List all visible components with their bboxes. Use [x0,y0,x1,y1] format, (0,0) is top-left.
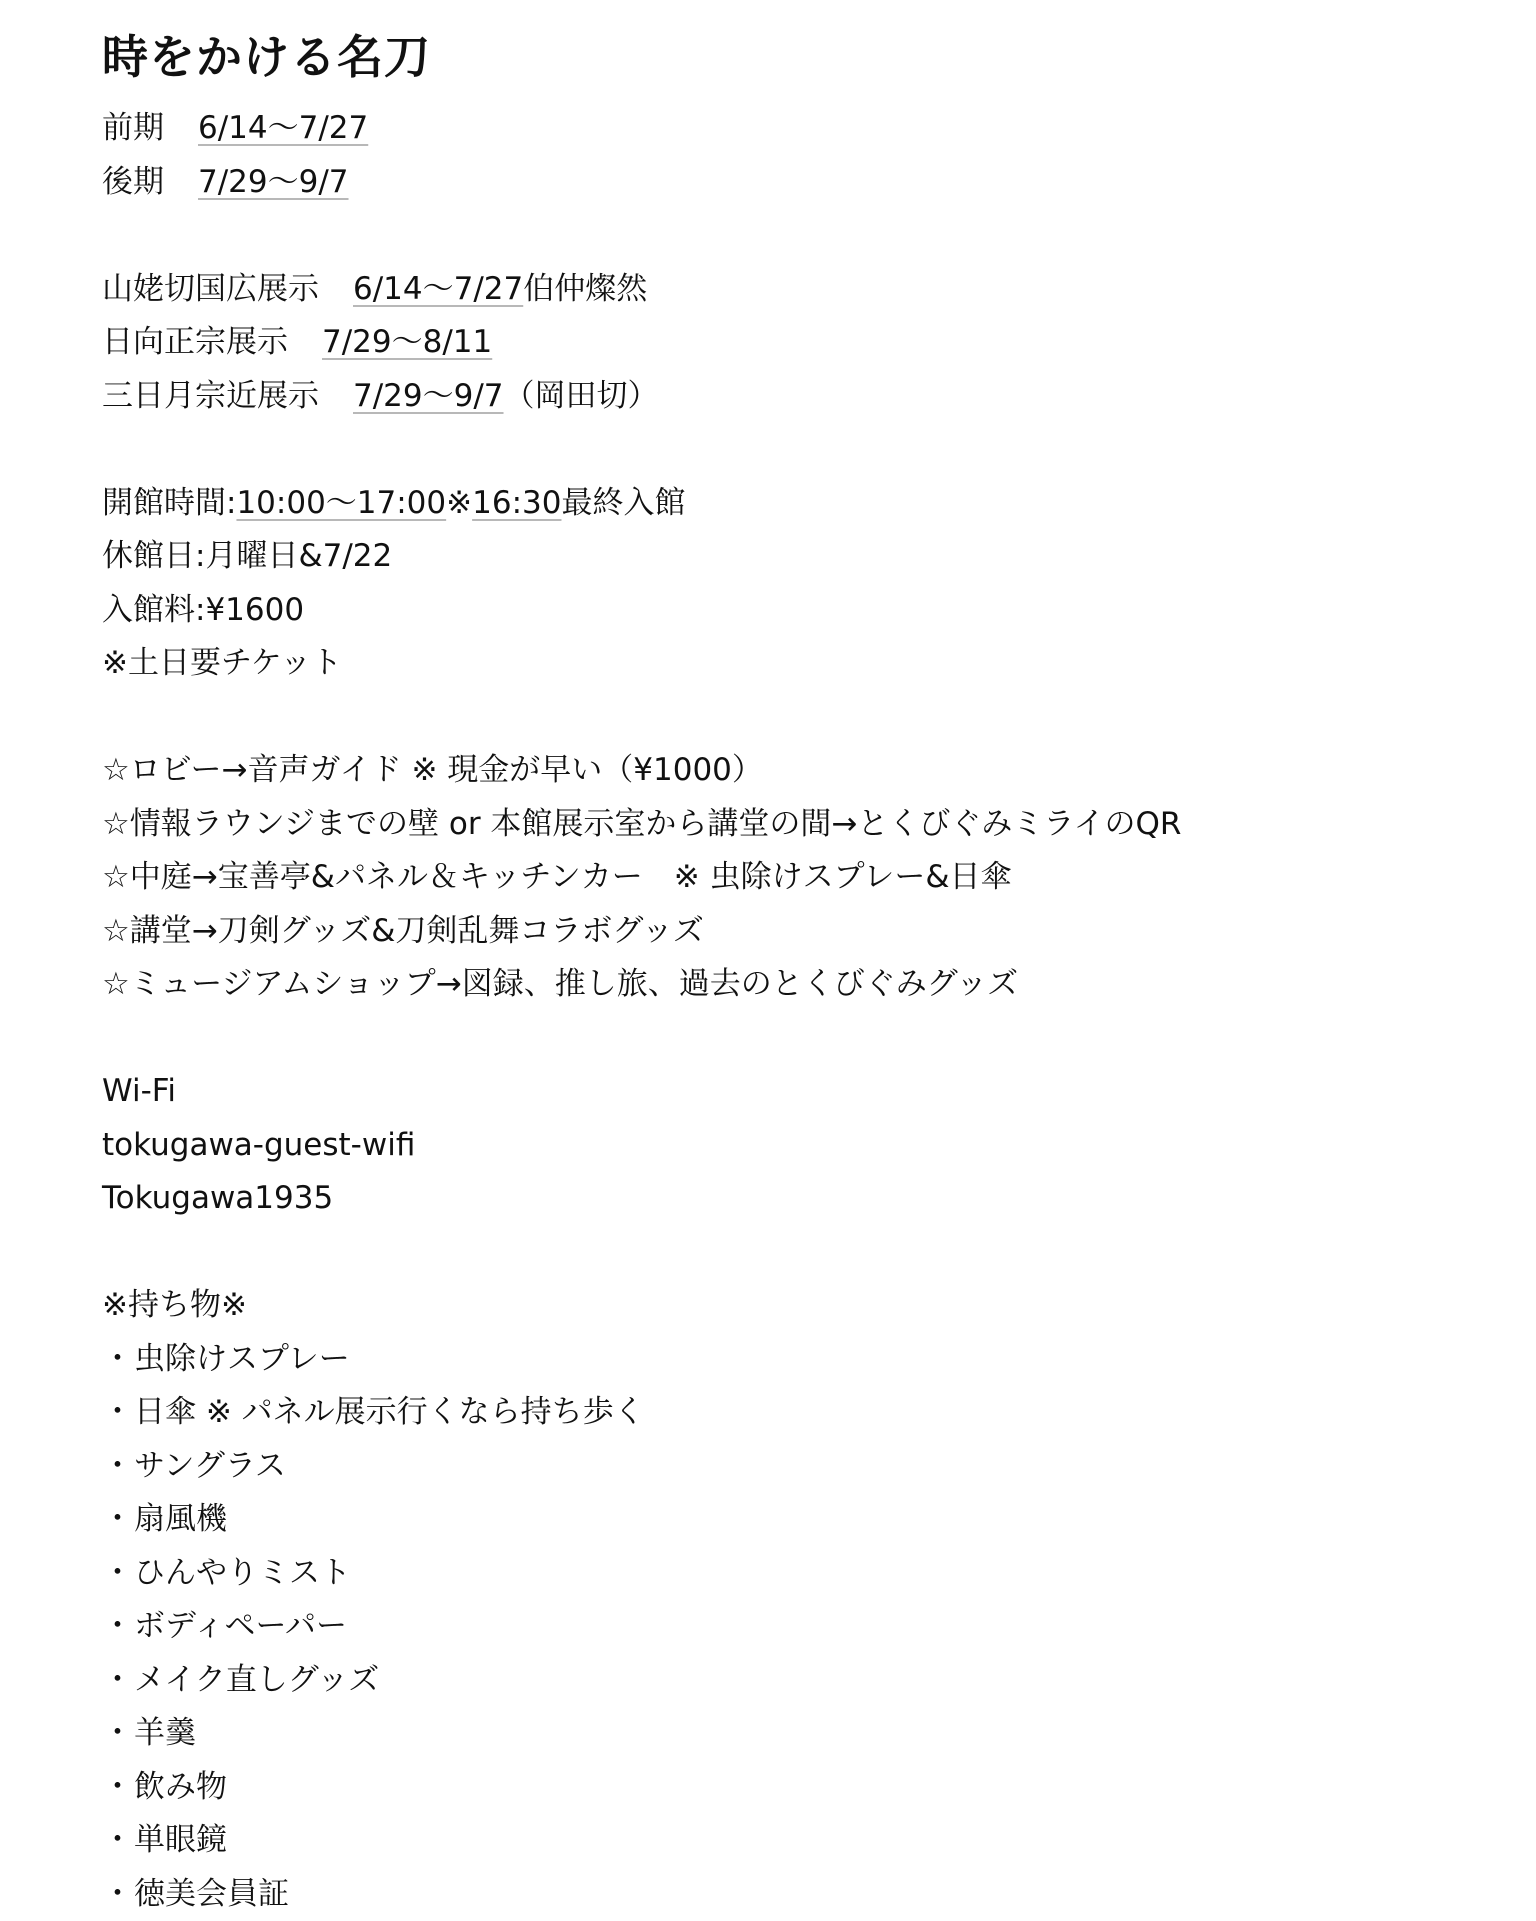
list-item [102,1493,1502,1547]
note-body [102,22,1502,1921]
list-item [102,1440,1502,1494]
period-label: 前期 [102,110,164,146]
admission-fee-line: 入館料:¥1600 [102,584,1502,638]
belongings-list [102,1333,1502,1921]
list-item-text: 扇風機 [134,1501,227,1537]
wifi-ssid: tokugawa-guest-wifi [102,1119,1502,1173]
blank-line [102,1012,1502,1066]
ticket-note-line: ※土日要チケット [102,637,1502,691]
list-item [102,1868,1502,1921]
list-item [102,1333,1502,1387]
bullet-mark: ・ [102,1493,134,1547]
hours-label: 開館時間: [102,485,236,521]
spot-line: ☆ミュージアムショップ→図録、推し旅、過去のとくびぐみグッズ [102,958,1502,1012]
blank-line [102,691,1502,745]
list-item [102,1761,1502,1815]
date-link[interactable]: 7/29～8/11 [322,324,492,360]
last-entry-time-link[interactable]: 16:30 [472,485,561,521]
list-item [102,1654,1502,1708]
bullet-mark: ・ [102,1440,134,1494]
blank-line [102,1226,1502,1280]
wifi-heading: Wi-Fi [102,1065,1502,1119]
bullet-mark: ・ [102,1761,134,1815]
list-item-text: 羊羹 [134,1715,196,1751]
exhibit-note: （岡田切） [504,378,659,414]
bullet-mark: ・ [102,1547,134,1601]
period-line-late [102,156,1502,210]
list-item-text: 虫除けスプレー [134,1341,350,1377]
list-item [102,1707,1502,1761]
bullet-mark: ・ [102,1654,134,1708]
spot-line: ☆情報ラウンジまでの壁 or 本館展示室から講堂の間→とくびぐみミライのQR [102,798,1502,852]
list-item-text: 徳美会員証 [134,1876,289,1912]
wifi-password: Tokugawa1935 [102,1172,1502,1226]
spot-line: ☆中庭→宝善亭&パネル＆キッチンカー ※ 虫除けスプレー&日傘 [102,851,1502,905]
date-link[interactable]: 7/29～9/7 [353,378,504,414]
date-link[interactable]: 6/14～7/27 [353,271,523,307]
list-item [102,1814,1502,1868]
spot-line: ☆ロビー→音声ガイド ※ 現金が早い（¥1000） [102,744,1502,798]
list-item-text: 日傘 ※ パネル展示行くなら持ち歩く [134,1394,645,1430]
exhibit-label: 日向正宗展示 [102,324,288,360]
exhibit-line [102,370,1502,424]
period-line-early [102,102,1502,156]
list-item-text: ボディペーパー [134,1608,347,1644]
closed-days-line: 休館日:月曜日&7/22 [102,530,1502,584]
bullet-mark: ・ [102,1814,134,1868]
exhibit-label: 三日月宗近展示 [102,378,319,414]
list-item-text: メイク直しグッズ [134,1662,379,1698]
bullet-mark: ・ [102,1600,134,1654]
list-item [102,1547,1502,1601]
bullet-mark: ・ [102,1707,134,1761]
hours-mark: ※ [446,485,472,521]
hours-time-link[interactable]: 10:00～17:00 [236,485,446,521]
hours-line [102,477,1502,531]
spot-line: ☆講堂→刀剣グッズ&刀剣乱舞コラボグッズ [102,905,1502,959]
list-item-text: 単眼鏡 [134,1822,227,1858]
note-title: 時をかける名刀 [102,22,1502,102]
last-entry-label: 最終入館 [561,485,685,521]
list-item [102,1600,1502,1654]
bullet-mark: ・ [102,1333,134,1387]
period-label: 後期 [102,164,164,200]
exhibit-line [102,316,1502,370]
list-item-text: サングラス [134,1448,286,1484]
list-item-text: 飲み物 [134,1769,227,1805]
date-link[interactable]: 6/14～7/27 [198,110,368,146]
blank-line [102,209,1502,263]
belongings-heading: ※持ち物※ [102,1279,1502,1333]
exhibit-line [102,263,1502,317]
list-item-text: ひんやりミスト [134,1555,351,1591]
list-item [102,1386,1502,1440]
bullet-mark: ・ [102,1868,134,1921]
bullet-mark: ・ [102,1386,134,1440]
blank-line [102,423,1502,477]
date-link[interactable]: 7/29～9/7 [198,164,349,200]
exhibit-label: 山姥切国広展示 [102,271,319,307]
exhibit-note: 伯仲燦然 [523,271,647,307]
